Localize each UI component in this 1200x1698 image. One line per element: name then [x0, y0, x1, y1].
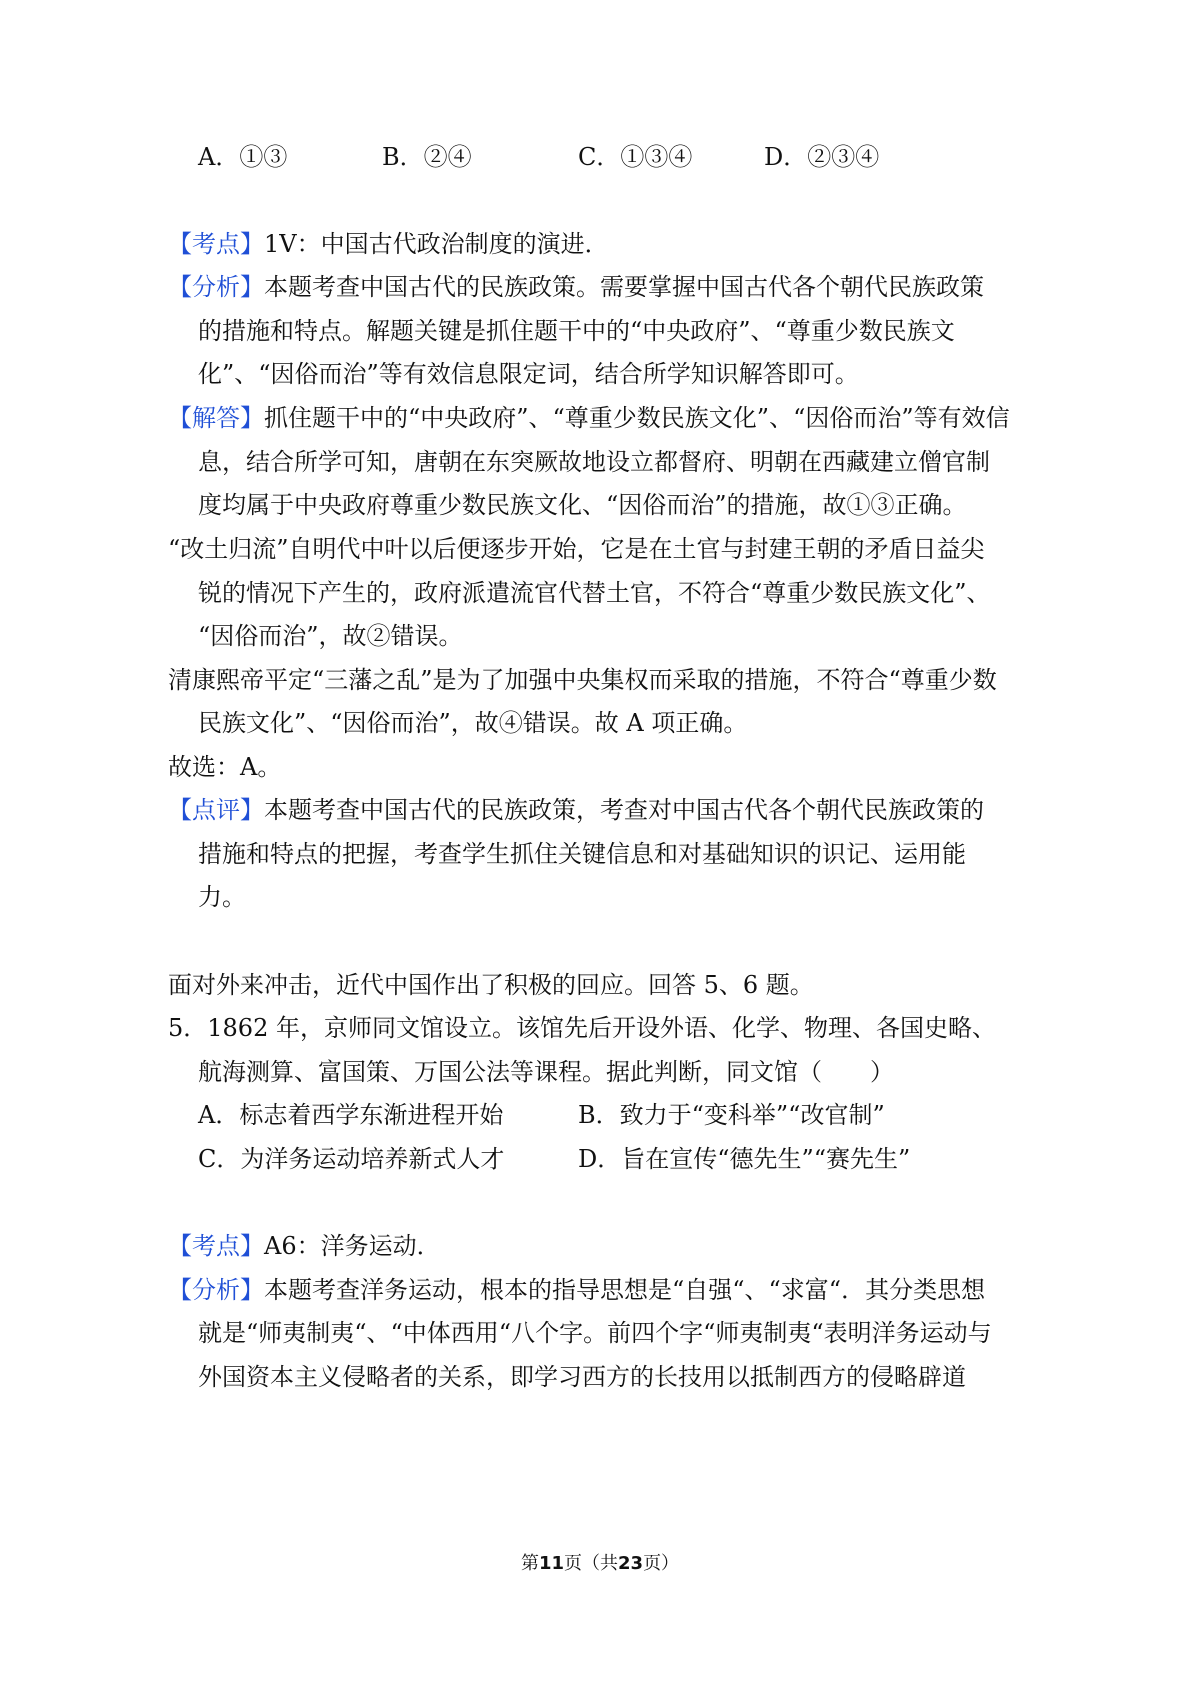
q4-dianping-line-2: 措施和特点的把握，考查学生抓住关键信息和对基础知识的识记、运用能 — [198, 840, 966, 868]
q4-option-d: D．②③④ — [764, 143, 880, 171]
current-page-number: 11 — [538, 1553, 564, 1574]
q4-option-a: A．①③ — [198, 143, 288, 171]
q4-fenxi-line-3: 化”、“因俗而治”等有效信息限定词，结合所学知识解答即可。 — [198, 360, 859, 388]
q5-stem-line-1: 5．1862 年，京师同文馆设立。该馆先后开设外语、化学、物理、各国史略、 — [168, 1014, 996, 1042]
q4-jieda-line-2: 息，结合所学可知，唐朝在东突厥故地设立都督府、明朝在西藏建立僧官制 — [198, 448, 990, 476]
q5-fenxi-line-3: 外国资本主义侵略者的关系，即学习西方的长技用以抵制西方的侵略辟道 — [198, 1363, 966, 1391]
q4-jieda-line-3: 度均属于中央政府尊重少数民族文化、“因俗而治”的措施，故①③正确。 — [198, 491, 967, 519]
q4-para2-line-3: “因俗而治”，故②错误。 — [198, 622, 463, 650]
q5-fenxi-line-2: 就是“师夷制夷“、“中体西用“八个字。前四个字“师夷制夷“表明洋务运动与 — [198, 1319, 992, 1347]
jieda-tag: 【解答】 — [168, 404, 264, 432]
q5-option-a: A．标志着西学东渐进程开始 — [198, 1101, 504, 1129]
q5-option-c: C．为洋务运动培养新式人才 — [198, 1145, 505, 1173]
dianping-tag: 【点评】 — [168, 796, 264, 824]
q4-fenxi-line-2: 的措施和特点。解题关键是抓住题干中的“中央政府”、“尊重少数民族文 — [198, 317, 955, 345]
kaodian-tag: 【考点】 — [168, 230, 264, 258]
kaodian-text: A6：洋务运动． — [264, 1232, 441, 1260]
q4-option-b: B．②④ — [382, 143, 472, 171]
q5-option-d: D．旨在宣传“德先生”“赛先生” — [578, 1145, 911, 1173]
q4-fenxi-line-1: 【分析】本题考查中国古代的民族政策。需要掌握中国古代各个朝代民族政策 — [168, 273, 984, 301]
fenxi-tag: 【分析】 — [168, 273, 264, 301]
q5-stem-line-2: 航海测算、富国策、万国公法等课程。据此判断，同文馆（ ） — [198, 1058, 894, 1086]
q4-jieda-line-1: 【解答】抓住题干中的“中央政府”、“尊重少数民族文化”、“因俗而治”等有效信 — [168, 404, 1010, 432]
q4-para2-line-2: 锐的情况下产生的，政府派遣流官代替土官，不符合“尊重少数民族文化”、 — [198, 579, 991, 607]
total-page-count: 23 — [618, 1553, 644, 1574]
section-intro: 面对外来冲击，近代中国作出了积极的回应。回答 5、6 题。 — [168, 971, 814, 999]
q4-para2-line-1: “改土归流”自明代中叶以后便逐步开始，它是在土官与封建王朝的矛盾日益尖 — [168, 535, 985, 563]
q4-dianping-line-3: 力。 — [198, 883, 246, 911]
q4-para3-line-1: 清康熙帝平定“三藩之乱”是为了加强中央集权而采取的措施，不符合“尊重少数 — [168, 666, 997, 694]
kaodian-text: 1V：中国古代政治制度的演进． — [264, 230, 609, 258]
page-footer: 第11页（共23页） — [520, 1553, 680, 1574]
q4-option-c: C．①③④ — [578, 143, 693, 171]
q5-option-b: B．致力于“变科举”“改官制” — [578, 1101, 885, 1129]
fenxi-tag: 【分析】 — [168, 1276, 264, 1304]
kaodian-tag: 【考点】 — [168, 1232, 264, 1260]
q4-dianping-line-1: 【点评】本题考查中国古代的民族政策，考查对中国古代各个朝代民族政策的 — [168, 796, 984, 824]
q4-kaodian — [168, 228, 609, 260]
q4-answer: 故选：A。 — [168, 753, 282, 781]
q5-fenxi-line-1: 【分析】本题考查洋务运动，根本的指导思想是“自强“、“求富“．其分类思想 — [168, 1276, 986, 1304]
q4-para3-line-2: 民族文化”、“因俗而治”，故④错误。故 A 项正确。 — [198, 709, 748, 737]
q5-kaodian — [168, 1230, 441, 1262]
